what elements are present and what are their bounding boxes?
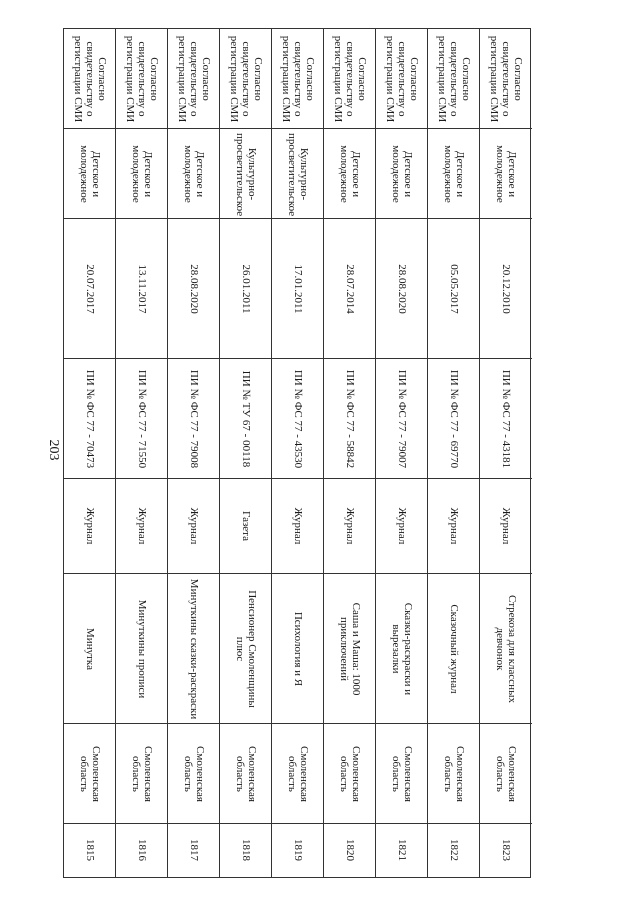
reg-number-cell-text: ПИ № ФС 77 - 71550 (135, 369, 148, 468)
media-type-cell-text: Журнал (500, 507, 512, 545)
basis-cell (480, 29, 532, 129)
basis-cell-text: Согласно свидетельству о регистрации СМИ (123, 35, 160, 122)
table-row (428, 29, 480, 877)
topic-cell (64, 129, 115, 219)
basis-cell (116, 29, 167, 129)
media-type-cell-text: Журнал (447, 507, 460, 545)
region-cell-text: Смоленская область (181, 745, 206, 802)
row-number-cell (116, 824, 167, 876)
date-cell-text: 17.01.2011 (291, 263, 304, 314)
media-type-cell-text: Журнал (187, 507, 200, 545)
title-cell-text: Минуткины сказки-раскраски (187, 578, 200, 719)
basis-cell (272, 29, 323, 129)
region-cell (168, 724, 219, 824)
media-type-cell-text: Журнал (83, 507, 96, 545)
date-cell-text: 13.11.2017 (135, 263, 148, 314)
table-row (116, 29, 168, 877)
row-number-cell-text: 1815 (83, 839, 96, 861)
row-number-cell (168, 824, 219, 876)
region-cell-text: Смоленская область (77, 745, 102, 802)
topic-cell (272, 129, 323, 219)
region-cell-text: Смоленская область (129, 745, 154, 802)
row-number-cell (428, 824, 479, 876)
reg-number-cell (272, 359, 323, 479)
title-cell (64, 574, 115, 724)
title-cell (324, 574, 375, 724)
region-cell-text: Смоленская область (441, 745, 466, 802)
basis-cell (324, 29, 375, 129)
topic-cell-text: Культурно-просветительское (233, 132, 258, 216)
title-cell-text: Пенсионер Смоленщины плюс (233, 589, 258, 708)
table-row (272, 29, 324, 877)
title-cell-text: Саша и Маша: 1000 приключений (337, 602, 362, 695)
date-cell (272, 219, 323, 359)
topic-cell-text: Детское и молодежное (181, 144, 206, 203)
title-cell-text: Психология и Я (291, 611, 304, 686)
media-type-cell (480, 479, 532, 574)
date-cell-text: 20.07.2017 (83, 263, 96, 314)
page-number-text: 203 (46, 439, 61, 461)
table-row (64, 29, 116, 877)
topic-cell (116, 129, 167, 219)
basis-cell-text: Согласно свидетельству о регистрации СМИ (279, 35, 316, 122)
row-number-cell-text: 1820 (343, 839, 356, 861)
media-type-cell (116, 479, 167, 574)
title-cell (272, 574, 323, 724)
reg-number-cell (428, 359, 479, 479)
row-number-cell-text: 1819 (291, 839, 304, 861)
row-number-cell (480, 824, 532, 876)
date-cell (116, 219, 167, 359)
region-cell-text: Смоленская область (337, 745, 362, 802)
table-row (168, 29, 220, 877)
reg-number-cell (64, 359, 115, 479)
title-cell-text: Стрекоза для классных девчонок (494, 594, 518, 703)
basis-cell-text: Согласно свидетельству о регистрации СМИ (227, 35, 264, 122)
media-type-cell (64, 479, 115, 574)
topic-cell (376, 129, 427, 219)
reg-number-cell-text: ПИ № ФС 77 - 79007 (395, 369, 408, 468)
topic-cell (220, 129, 271, 219)
date-cell (480, 219, 532, 359)
date-cell (428, 219, 479, 359)
reg-number-cell-text: ПИ № ТУ 67 - 00118 (239, 370, 252, 467)
topic-cell (168, 129, 219, 219)
media-type-cell (168, 479, 219, 574)
basis-cell (168, 29, 219, 129)
date-cell-text: 20.12.2010 (500, 263, 512, 314)
reg-number-cell (324, 359, 375, 479)
region-cell (64, 724, 115, 824)
region-cell (324, 724, 375, 824)
row-number-cell (64, 824, 115, 876)
media-type-cell-text: Журнал (291, 507, 304, 545)
reg-number-cell (480, 359, 532, 479)
media-type-cell (272, 479, 323, 574)
media-type-cell (324, 479, 375, 574)
topic-cell-text: Детское и молодежное (441, 144, 466, 203)
title-cell (376, 574, 427, 724)
date-cell-text: 28.08.2020 (395, 263, 408, 314)
title-cell-text: Сказки-раскраски и вырезалки (389, 602, 414, 695)
date-cell-text: 28.07.2014 (343, 263, 356, 314)
title-cell (428, 574, 479, 724)
region-cell-text: Смоленская область (233, 745, 258, 802)
row-number-cell-text: 1821 (395, 839, 408, 861)
region-cell (220, 724, 271, 824)
region-cell-text: Смоленская область (389, 745, 414, 802)
title-cell-text: Минутка (83, 627, 96, 670)
topic-cell-text: Культурно-просветительское (285, 132, 310, 216)
media-type-cell (376, 479, 427, 574)
title-cell (480, 574, 532, 724)
topic-cell (324, 129, 375, 219)
reg-number-cell-text: ПИ № ФС 77 - 79008 (187, 369, 200, 468)
topic-cell (480, 129, 532, 219)
media-type-cell-text: Журнал (135, 507, 148, 545)
date-cell (168, 219, 219, 359)
basis-cell-text: Согласно свидетельству о регистрации СМИ (435, 35, 472, 122)
row-number-cell-text: 1823 (500, 839, 512, 861)
topic-cell-text: Детское и молодежное (77, 144, 102, 203)
topic-cell (428, 129, 479, 219)
reg-number-cell-text: ПИ № ФС 77 - 69770 (447, 369, 460, 468)
media-type-cell-text: Журнал (343, 507, 356, 545)
date-cell-text: 26.01.2011 (239, 263, 252, 314)
date-cell (324, 219, 375, 359)
region-cell-text: Смоленская область (494, 745, 518, 802)
title-cell (168, 574, 219, 724)
title-cell (116, 574, 167, 724)
title-cell-text: Минуткины прописи (135, 599, 148, 698)
reg-number-cell-text: ПИ № ФС 77 - 43530 (291, 369, 304, 468)
topic-cell-text: Детское и молодежное (494, 144, 518, 203)
topic-cell-text: Детское и молодежное (129, 144, 154, 203)
basis-cell-text: Согласно свидетельству о регистрации СМИ (175, 35, 212, 122)
basis-cell-text: Согласно свидетельству о регистрации СМИ (331, 35, 368, 122)
region-cell (116, 724, 167, 824)
date-cell-text: 05.05.2017 (447, 263, 460, 314)
reg-number-cell (376, 359, 427, 479)
region-cell (376, 724, 427, 824)
date-cell (64, 219, 115, 359)
reg-number-cell (220, 359, 271, 479)
date-cell-text: 28.08.2020 (187, 263, 200, 314)
date-cell (220, 219, 271, 359)
region-cell (480, 724, 532, 824)
title-cell (220, 574, 271, 724)
basis-cell (376, 29, 427, 129)
reg-number-cell (116, 359, 167, 479)
topic-cell-text: Детское и молодежное (337, 144, 362, 203)
region-cell (428, 724, 479, 824)
table-row (324, 29, 376, 877)
basis-cell (64, 29, 115, 129)
reg-number-cell (168, 359, 219, 479)
reg-number-cell-text: ПИ № ФС 77 - 43181 (500, 369, 512, 468)
row-number-cell (376, 824, 427, 876)
row-number-cell-text: 1822 (447, 839, 460, 861)
row-number-cell (324, 824, 375, 876)
table-row (376, 29, 428, 877)
row-number-cell (272, 824, 323, 876)
registry-table (63, 28, 531, 878)
region-cell (272, 724, 323, 824)
media-type-cell-text: Журнал (395, 507, 408, 545)
row-number-cell-text: 1818 (239, 839, 252, 861)
table-row (480, 29, 532, 877)
topic-cell-text: Детское и молодежное (389, 144, 414, 203)
reg-number-cell-text: ПИ № ФС 77 - 70473 (83, 369, 96, 468)
media-type-cell (220, 479, 271, 574)
basis-cell (428, 29, 479, 129)
basis-cell-text: Согласно свидетельству о регистрации СМИ (488, 35, 524, 122)
title-cell-text: Сказочный журнал (447, 603, 460, 694)
media-type-cell (428, 479, 479, 574)
row-number-cell-text: 1817 (187, 839, 200, 861)
table-row (220, 29, 272, 877)
date-cell (376, 219, 427, 359)
basis-cell-text: Согласно свидетельству о регистрации СМИ (71, 35, 108, 122)
media-type-cell-text: Газета (239, 510, 252, 542)
basis-cell-text: Согласно свидетельству о регистрации СМИ (383, 35, 420, 122)
row-number-cell (220, 824, 271, 876)
row-number-cell-text: 1816 (135, 839, 148, 861)
reg-number-cell-text: ПИ № ФС 77 - 58842 (343, 369, 356, 468)
region-cell-text: Смоленская область (285, 745, 310, 802)
basis-cell (220, 29, 271, 129)
